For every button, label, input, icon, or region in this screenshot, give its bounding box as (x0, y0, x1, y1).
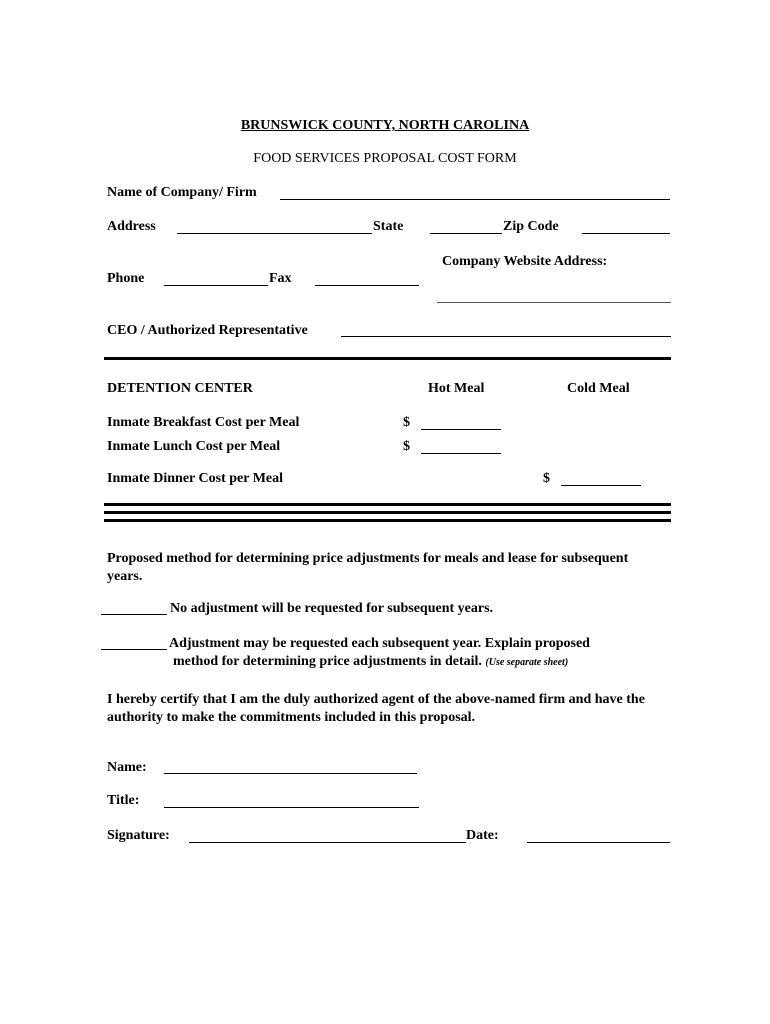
triple-rule-bottom (104, 519, 671, 522)
adjustment-each-year-line1: Adjustment may be requested each subsequent year. Explain proposed (169, 636, 590, 651)
date-field[interactable] (527, 842, 670, 843)
adjustment-each-year-line2 (173, 654, 568, 671)
triple-rule-top (104, 503, 671, 506)
fax-label: Fax (269, 271, 292, 286)
no-adjustment-blank[interactable] (101, 614, 167, 615)
cold-meal-header: Cold Meal (567, 381, 630, 396)
website-label: Company Website Address: (442, 254, 608, 269)
certification-statement: I hereby certify that I am the duly authorized agent of the above-named firm and have the authority to make the commitments included in this proposal. (107, 692, 645, 725)
ceo-field[interactable] (341, 336, 671, 337)
phone-label: Phone (107, 271, 145, 286)
dinner-currency: $ (543, 471, 550, 486)
no-adjustment-text: No adjustment will be requested for subsequent years. (170, 601, 494, 616)
adjustment-intro: Proposed method for determining price adjustments for meals and lease for subsequent years. (107, 551, 629, 584)
section-divider (104, 357, 671, 360)
signature-label: Signature: (107, 828, 170, 843)
lunch-currency: $ (403, 439, 410, 454)
breakfast-currency: $ (403, 415, 410, 430)
breakfast-cost-label: Inmate Breakfast Cost per Meal (107, 415, 300, 430)
form-title: FOOD SERVICES PROPOSAL COST FORM (253, 151, 517, 166)
company-name-label: Name of Company/ Firm (107, 185, 257, 200)
ceo-label: CEO / Authorized Representative (107, 323, 308, 338)
name-label: Name: (107, 760, 147, 775)
fax-field[interactable] (315, 285, 419, 286)
adjustment-each-year-blank[interactable] (101, 649, 167, 650)
address-field[interactable] (177, 233, 372, 234)
title-label: Title: (107, 793, 140, 808)
state-field[interactable] (430, 233, 502, 234)
date-label: Date: (466, 828, 499, 843)
adjustment-each-year-line2-text: method for determining price adjustments in detail. (173, 654, 482, 669)
zip-code-field[interactable] (582, 233, 670, 234)
dinner-cost-label: Inmate Dinner Cost per Meal (107, 471, 284, 486)
phone-field[interactable] (164, 285, 268, 286)
county-heading: BRUNSWICK COUNTY, NORTH CAROLINA (240, 118, 530, 133)
lunch-cost-label: Inmate Lunch Cost per Meal (107, 439, 281, 454)
website-field[interactable] (437, 302, 671, 303)
signature-field[interactable] (189, 842, 466, 843)
dinner-cold-cost-field[interactable] (561, 485, 641, 486)
hot-meal-header: Hot Meal (428, 381, 485, 396)
state-label: State (373, 219, 404, 234)
title-field[interactable] (164, 807, 419, 808)
separate-sheet-note: (Use separate sheet) (485, 657, 569, 668)
triple-rule-middle (104, 511, 671, 514)
detention-center-label: DETENTION CENTER (107, 381, 253, 396)
zip-code-label: Zip Code (503, 219, 559, 234)
breakfast-hot-cost-field[interactable] (421, 429, 501, 430)
name-field[interactable] (164, 773, 417, 774)
address-label: Address (107, 219, 156, 234)
company-name-field[interactable] (280, 199, 670, 200)
lunch-hot-cost-field[interactable] (421, 453, 501, 454)
